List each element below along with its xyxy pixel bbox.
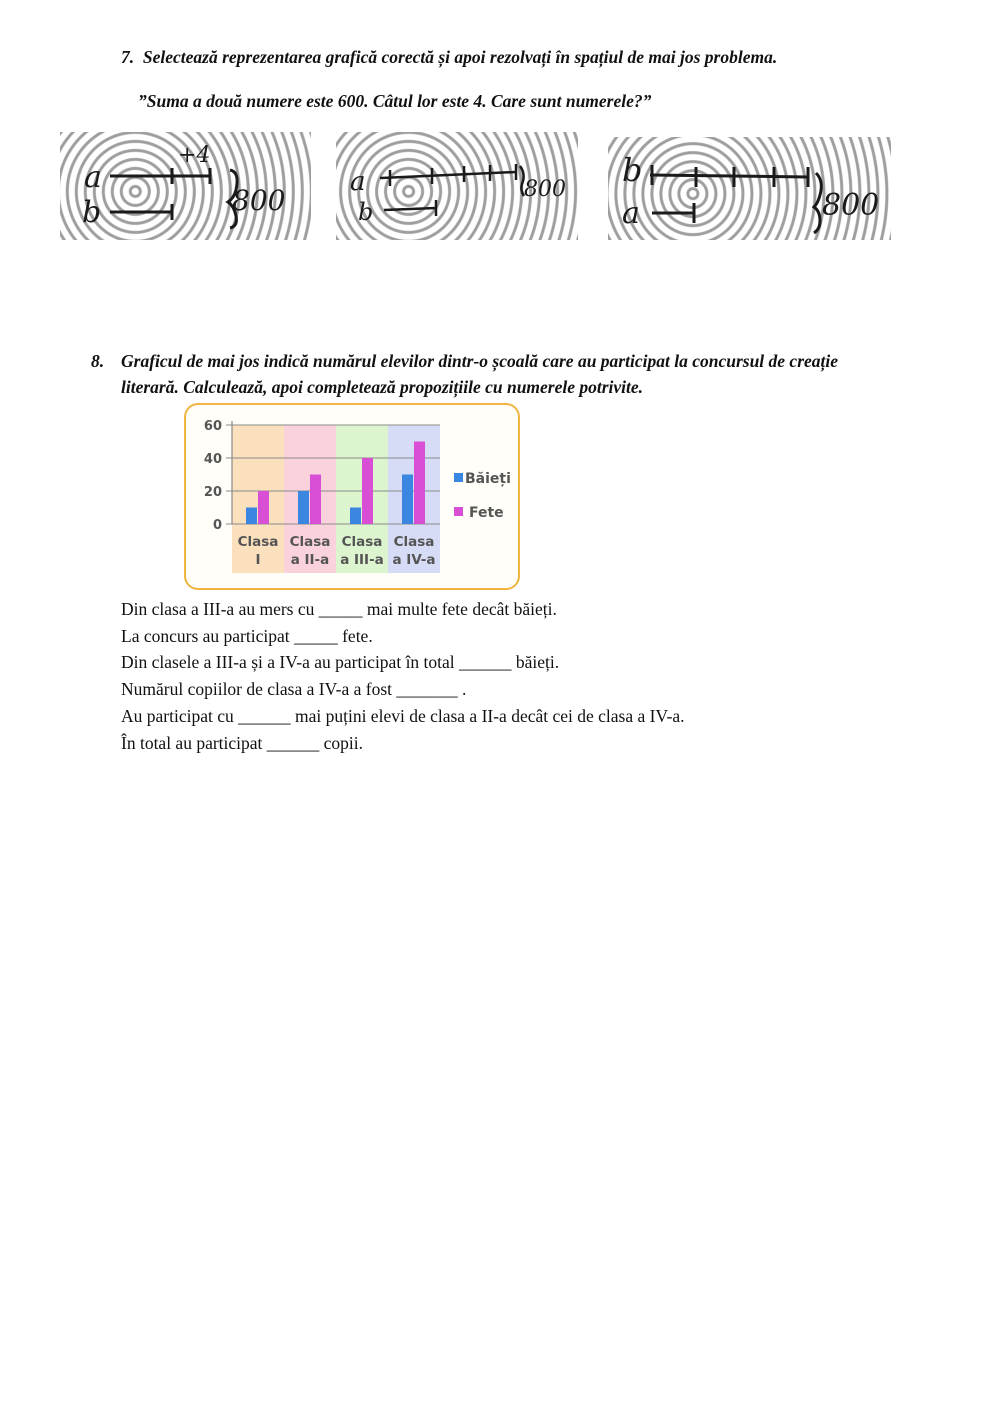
option-1-image[interactable] [60, 132, 311, 240]
category-label: a IV-a [392, 552, 436, 568]
legend-swatch [454, 507, 463, 516]
option-2-drawing [336, 132, 578, 240]
question-8-title-line-1: Graficul de mai jos indică numărul elevilor dintr-o școală care au participat la concursul de creație [121, 351, 839, 371]
question-7-problem: ”Suma a două numere este 600. Câtul lor este 4. Care sunt numerele?” [138, 91, 652, 111]
option-1-label-b: b [82, 195, 102, 230]
legend-swatch [454, 473, 463, 482]
sentence-2: La concurs au participat _____ fete. [121, 625, 373, 646]
option-3-label-b: b [622, 151, 643, 189]
y-tick-label: 0 [212, 518, 222, 533]
sentence-4: Numărul copiilor de clasa a IV-a a fost _______ . [121, 679, 467, 700]
bar-chart [186, 405, 518, 588]
category-label: Clasa [393, 534, 435, 550]
option-2-label-b: b [358, 198, 374, 226]
question-7-number: 7. [121, 47, 135, 67]
option-1-label-a: a [84, 160, 102, 195]
bar-baieti [246, 508, 257, 525]
bar-baieti [298, 491, 309, 524]
sentence-3: Din clasele a III-a și a IV-a au participat în total ______ băieți. [121, 652, 560, 673]
question-8-title-line-2: literară. Calculează, apoi completează propozițiile cu numerele potrivite. [121, 377, 644, 397]
bar-fete [414, 442, 425, 525]
option-3-drawing [608, 137, 891, 240]
option-2-sum: 800 [524, 177, 566, 202]
sentence-list [121, 596, 981, 756]
legend-label: Băieți [465, 471, 511, 487]
category-label: Clasa [237, 534, 279, 550]
sentence-6: În total au participat ______ copii. [121, 732, 364, 753]
bar-fete [362, 458, 373, 524]
category-label: Clasa [341, 534, 383, 550]
bar-baieti [402, 475, 413, 525]
option-3-label-a: a [622, 196, 640, 231]
option-2-label-a: a [350, 167, 366, 197]
bar-fete [258, 491, 269, 524]
sentence-5: Au participat cu ______ mai puțini elevi de clasa a II-a decât cei de clasa a IV-a. [121, 705, 685, 726]
y-tick-label: 40 [203, 452, 222, 467]
category-label: Clasa [289, 534, 331, 550]
question-7-title [121, 44, 981, 70]
chart-frame [184, 403, 520, 590]
bar-fete [310, 475, 321, 525]
bar-baieti [350, 508, 361, 525]
question-8-title [121, 348, 991, 400]
category-label: a III-a [340, 552, 384, 568]
category-label: a II-a [290, 552, 330, 568]
question-8-number: 8. [91, 351, 105, 371]
y-tick-label: 20 [203, 485, 222, 500]
option-1-drawing [60, 132, 311, 240]
question-7-text: Selectează reprezentarea grafică corectă și apoi rezolvați în spațiul de mai jos problema. [142, 47, 778, 67]
y-tick-label: 60 [203, 419, 222, 434]
legend-label: Fete [469, 505, 504, 521]
option-1-sum: 800 [232, 184, 286, 217]
option-2-image[interactable] [336, 132, 578, 240]
category-label: I [255, 552, 261, 568]
sentence-1: Din clasa a III-a au mers cu _____ mai multe fete decât băieți. [121, 599, 557, 619]
option-3-image[interactable] [608, 137, 891, 240]
option-3-sum: 800 [822, 188, 880, 223]
option-1-annotation: +4 [178, 143, 211, 168]
